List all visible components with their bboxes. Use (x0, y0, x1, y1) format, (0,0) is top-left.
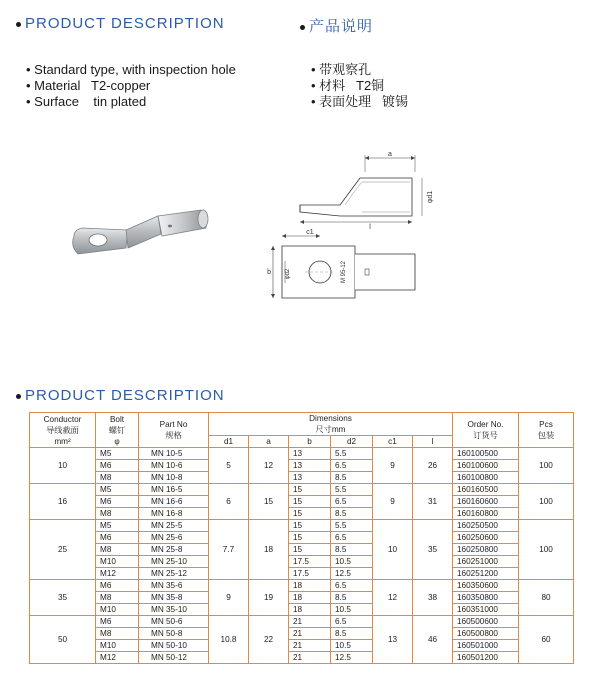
feature-text-cn: 表面处理 镀锡 (319, 94, 409, 109)
table-row (30, 568, 574, 580)
bullet-icon (16, 22, 21, 27)
bolt-cell: M8 (96, 472, 139, 484)
bolt-cell: M10 (96, 640, 139, 652)
b-cell: 18 (289, 604, 331, 616)
table-row (30, 616, 574, 628)
d2-cell: 5.5 (331, 448, 373, 460)
b-cell: 15 (289, 544, 331, 556)
pcs-cell: 100 (519, 484, 574, 520)
l-cell: 35 (413, 520, 453, 580)
bolt-cell: M12 (96, 652, 139, 664)
col-order-label: Order No. (467, 420, 504, 429)
feature-item: • Material T2-copper (26, 78, 151, 93)
d2-cell: 10.5 (331, 556, 373, 568)
table-heading-text: PRODUCT DESCRIPTION (25, 387, 225, 404)
table-row (30, 544, 574, 556)
d1-cell: 9 (209, 580, 249, 616)
b-cell: 21 (289, 628, 331, 640)
order-no-cell: 160250600 (453, 532, 519, 544)
part-no-cell: MN 25-6 (139, 532, 209, 544)
feature-text: Surface tin plated (34, 94, 147, 109)
b-cell: 15 (289, 532, 331, 544)
col-order-label-cn: 订货号 (473, 431, 498, 440)
d2-cell: 10.5 (331, 640, 373, 652)
col-c1: c1 (373, 436, 413, 448)
col-bolt-label-cn: 螺钉 (108, 425, 126, 435)
b-cell: 21 (289, 616, 331, 628)
d2-cell: 6.5 (331, 496, 373, 508)
table-row (30, 604, 574, 616)
spec-table (29, 412, 574, 664)
order-no-cell: 160500800 (453, 628, 519, 640)
part-no-cell: MN 16-6 (139, 496, 209, 508)
feature-text-cn: 带观察孔 (319, 62, 372, 77)
col-dimensions-label: Dimensions (309, 414, 352, 423)
bolt-cell: M6 (96, 616, 139, 628)
order-no-cell: 160160600 (453, 496, 519, 508)
d2-cell: 6.5 (331, 580, 373, 592)
col-bolt-unit: φ (114, 436, 120, 446)
order-no-cell: 160100800 (453, 472, 519, 484)
part-no-cell: MN 16-8 (139, 508, 209, 520)
pcs-cell: 80 (519, 580, 574, 616)
l-cell: 46 (413, 616, 453, 664)
col-bolt (96, 413, 139, 448)
col-part-no (139, 413, 209, 448)
l-cell: 31 (413, 484, 453, 520)
order-no-cell: 160501200 (453, 652, 519, 664)
terminal-lug-photo (66, 188, 216, 268)
bolt-cell: M6 (96, 580, 139, 592)
d1-cell: 10.8 (209, 616, 249, 664)
bolt-cell: M5 (96, 448, 139, 460)
col-d1: d1 (209, 436, 249, 448)
order-no-cell: 160251200 (453, 568, 519, 580)
col-b: b (289, 436, 331, 448)
col-conductor-label-cn: 导线截面 (46, 425, 79, 435)
b-cell: 15 (289, 520, 331, 532)
d2-cell: 8.5 (331, 508, 373, 520)
col-conductor-unit: mm² (54, 436, 71, 446)
d1-cell: 6 (209, 484, 249, 520)
col-pcs (519, 413, 574, 448)
dim-a-label: a (388, 151, 392, 158)
a-cell: 15 (249, 484, 289, 520)
table-row (30, 520, 574, 532)
product-description-heading (16, 15, 225, 32)
part-no-cell: MN 25-8 (139, 544, 209, 556)
bolt-cell: M6 (96, 496, 139, 508)
feature-item-cn: • 表面处理 镀锡 (311, 94, 409, 109)
feature-item-cn: • 带观察孔 (311, 62, 372, 77)
d1-cell: 7.7 (209, 520, 249, 580)
bolt-cell: M6 (96, 532, 139, 544)
order-no-cell: 160350600 (453, 580, 519, 592)
dim-d1-label: φd1 (427, 190, 434, 204)
c1-cell: 13 (373, 616, 413, 664)
bolt-cell: M5 (96, 484, 139, 496)
heading-text: PRODUCT DESCRIPTION (25, 15, 225, 32)
spec-table-body (30, 448, 574, 664)
d2-cell: 6.5 (331, 460, 373, 472)
table-row (30, 460, 574, 472)
bolt-cell: M6 (96, 460, 139, 472)
part-no-cell: MN 35-6 (139, 580, 209, 592)
dim-d2-label: φd2 (285, 268, 291, 280)
feature-list-cn (311, 62, 408, 110)
c1-cell: 9 (373, 484, 413, 520)
part-no-cell: MN 25-10 (139, 556, 209, 568)
b-cell: 18 (289, 592, 331, 604)
order-no-cell: 160351000 (453, 604, 519, 616)
pcs-cell: 60 (519, 616, 574, 664)
bolt-cell: M10 (96, 556, 139, 568)
part-no-cell: MN 50-10 (139, 640, 209, 652)
feature-item-cn: • 材料 T2铜 (311, 78, 385, 93)
table-row (30, 508, 574, 520)
table-row (30, 592, 574, 604)
table-row (30, 652, 574, 664)
order-no-cell: 160250800 (453, 544, 519, 556)
feature-text-cn: 材料 T2铜 (319, 78, 385, 93)
l-cell: 26 (413, 448, 453, 484)
d2-cell: 5.5 (331, 484, 373, 496)
col-order-no (453, 413, 519, 448)
table-row (30, 640, 574, 652)
dim-l-label: l (369, 224, 371, 230)
a-cell: 22 (249, 616, 289, 664)
side-view-drawing (290, 150, 440, 230)
bullet-icon (300, 25, 305, 30)
bolt-cell: M8 (96, 544, 139, 556)
part-no-cell: MN 25-5 (139, 520, 209, 532)
order-no-cell: 160501000 (453, 640, 519, 652)
part-no-cell: MN 10-5 (139, 448, 209, 460)
order-no-cell: 160100500 (453, 448, 519, 460)
col-pcs-label: Pcs (539, 420, 553, 429)
table-row (30, 484, 574, 496)
part-no-cell: MN 50-8 (139, 628, 209, 640)
conductor-size-cell: 50 (30, 616, 96, 664)
order-no-cell: 160160800 (453, 508, 519, 520)
d2-cell: 8.5 (331, 472, 373, 484)
part-no-cell: MN 25-12 (139, 568, 209, 580)
d2-cell: 8.5 (331, 592, 373, 604)
bolt-cell: M12 (96, 568, 139, 580)
dim-b-label: b (267, 269, 271, 276)
product-description-heading-cn (300, 15, 373, 36)
part-no-cell: MN 50-12 (139, 652, 209, 664)
feature-item: • Standard type, with inspection hole (26, 62, 236, 77)
conductor-size-cell: 35 (30, 580, 96, 616)
d1-cell: 5 (209, 448, 249, 484)
col-part-label: Part No (159, 420, 188, 429)
conductor-size-cell: 10 (30, 448, 96, 484)
conductor-size-cell: 16 (30, 484, 96, 520)
col-pcs-label-cn: 包装 (537, 431, 555, 440)
bullet-icon (16, 394, 21, 399)
feature-text: Material T2-copper (34, 78, 151, 93)
d2-cell: 6.5 (331, 616, 373, 628)
c1-cell: 10 (373, 520, 413, 580)
table-row (30, 532, 574, 544)
col-bolt-label: Bolt (109, 414, 125, 424)
feature-text: Standard type, with inspection hole (34, 62, 236, 77)
b-cell: 13 (289, 472, 331, 484)
col-dimensions-label-cn: 尺寸mm (315, 425, 346, 434)
table-row (30, 448, 574, 460)
b-cell: 13 (289, 460, 331, 472)
order-no-cell: 160250500 (453, 520, 519, 532)
top-view-drawing (265, 228, 435, 308)
part-no-cell: MN 35-8 (139, 592, 209, 604)
col-conductor (30, 413, 96, 448)
order-no-cell: 160251000 (453, 556, 519, 568)
d2-cell: 8.5 (331, 628, 373, 640)
bolt-cell: M8 (96, 628, 139, 640)
table-row (30, 556, 574, 568)
heading-text-cn: 产品说明 (309, 18, 374, 35)
c1-cell: 12 (373, 580, 413, 616)
a-cell: 18 (249, 520, 289, 580)
part-no-cell: MN 10-6 (139, 460, 209, 472)
col-l: l (413, 436, 453, 448)
d2-cell: 10.5 (331, 604, 373, 616)
part-no-cell: MN 35-10 (139, 604, 209, 616)
bolt-cell: M8 (96, 508, 139, 520)
d2-cell: 5.5 (331, 520, 373, 532)
bolt-cell: M8 (96, 592, 139, 604)
col-conductor-label: Conductor (43, 414, 82, 424)
b-cell: 13 (289, 448, 331, 460)
b-cell: 18 (289, 580, 331, 592)
b-cell: 15 (289, 484, 331, 496)
order-no-cell: 160100600 (453, 460, 519, 472)
c1-cell: 9 (373, 448, 413, 484)
dim-c1-label: c1 (306, 229, 314, 236)
table-row (30, 496, 574, 508)
col-dimensions (209, 413, 453, 436)
part-no-cell: MN 10-8 (139, 472, 209, 484)
feature-item: • Surface tin plated (26, 94, 147, 109)
a-cell: 12 (249, 448, 289, 484)
b-cell: 15 (289, 508, 331, 520)
table-row (30, 580, 574, 592)
table-row (30, 628, 574, 640)
b-cell: 15 (289, 496, 331, 508)
bolt-cell: M10 (96, 604, 139, 616)
d2-cell: 8.5 (331, 544, 373, 556)
stamp-label: M 95-12 (341, 260, 347, 284)
part-no-cell: MN 16-5 (139, 484, 209, 496)
b-cell: 21 (289, 640, 331, 652)
col-part-label-cn: 规格 (165, 431, 182, 440)
b-cell: 17.5 (289, 556, 331, 568)
order-no-cell: 160350800 (453, 592, 519, 604)
feature-list (26, 62, 236, 110)
d2-cell: 12.5 (331, 652, 373, 664)
order-no-cell: 160500600 (453, 616, 519, 628)
d2-cell: 6.5 (331, 532, 373, 544)
pcs-cell: 100 (519, 448, 574, 484)
conductor-size-cell: 25 (30, 520, 96, 580)
pcs-cell: 100 (519, 520, 574, 580)
table-heading (16, 387, 225, 404)
a-cell: 19 (249, 580, 289, 616)
col-a: a (249, 436, 289, 448)
d2-cell: 12.5 (331, 568, 373, 580)
table-row (30, 472, 574, 484)
l-cell: 38 (413, 580, 453, 616)
part-no-cell: MN 50-6 (139, 616, 209, 628)
order-no-cell: 160160500 (453, 484, 519, 496)
bolt-cell: M5 (96, 520, 139, 532)
b-cell: 21 (289, 652, 331, 664)
b-cell: 17.5 (289, 568, 331, 580)
col-d2: d2 (331, 436, 373, 448)
